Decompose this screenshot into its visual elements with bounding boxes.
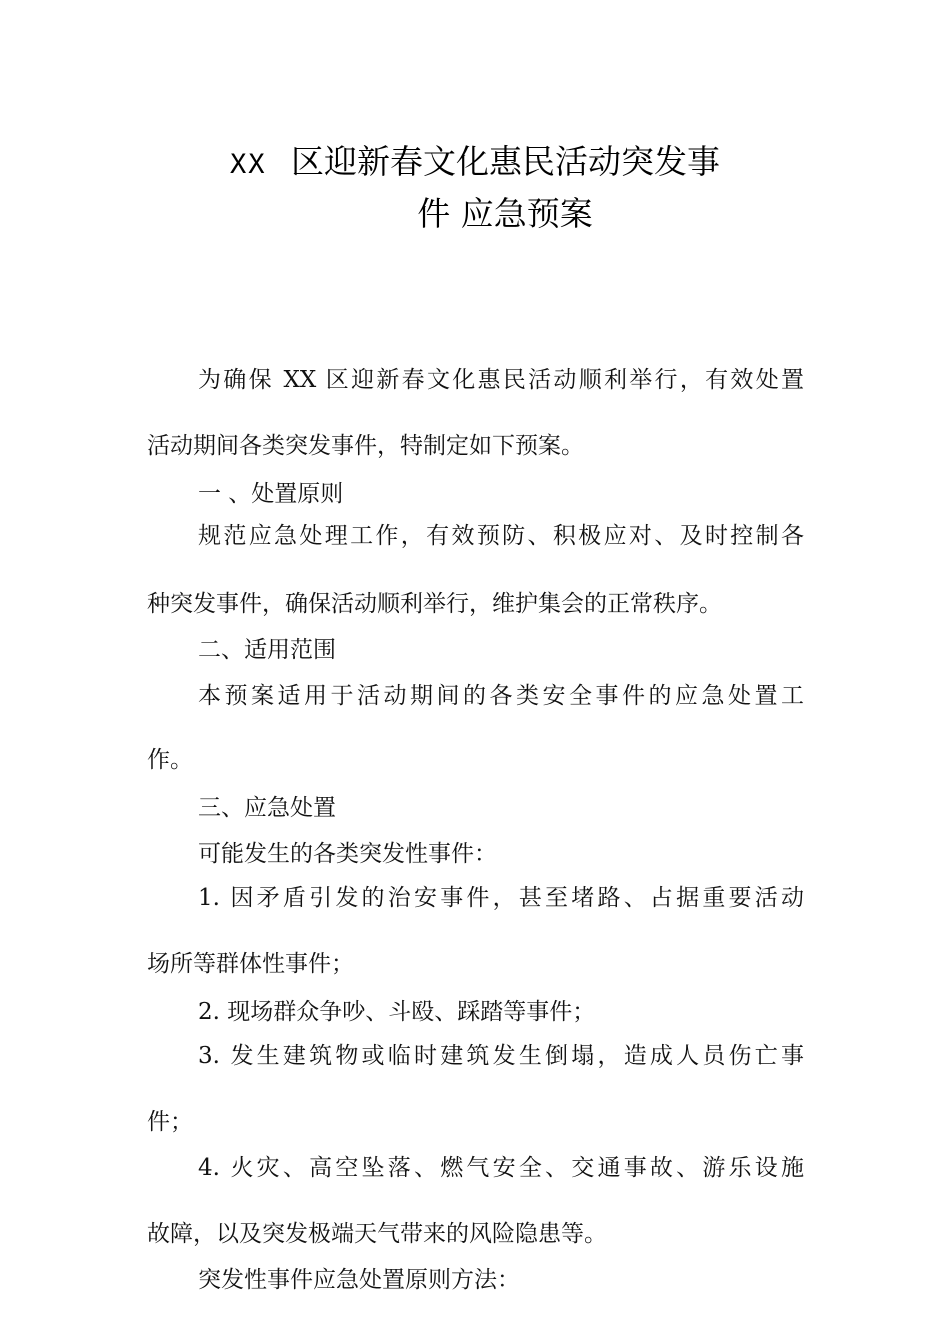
paragraph-intro-line-1: 为确保 XX 区迎新春文化惠民活动顺利举行，有效处置 — [198, 367, 804, 393]
title-line-1 — [0, 142, 950, 185]
section-heading-2: 二、适用范围 — [198, 637, 336, 663]
list-item-3-line-2: 件； — [147, 1109, 193, 1135]
list-item-4-line-1: 4. 火灾、高空坠落、燃气安全、交通事故、游乐设施 — [198, 1155, 804, 1181]
title-prefix: XX — [229, 149, 267, 180]
paragraph-response-methods: 突发性事件应急处置原则方法： — [198, 1267, 520, 1293]
list-item-1-line-1: 1. 因矛盾引发的治安事件，甚至堵路、占据重要活动 — [198, 885, 804, 911]
list-item-4-line-2: 故障，以及突发极端天气带来的风险隐患等。 — [147, 1221, 607, 1247]
title-text: 区迎新春文化惠民活动突发事 — [291, 142, 720, 181]
section-heading-1: 一 、处置原则 — [198, 481, 344, 507]
paragraph-scope-line-2: 作。 — [147, 747, 193, 773]
paragraph-scope-line-1: 本预案适用于活动期间的各类安全事件的应急处置工 — [198, 683, 804, 709]
list-item-2: 2. 现场群众争吵、斗殴、踩踏等事件； — [198, 999, 596, 1025]
section-heading-3: 三、应急处置 — [198, 795, 336, 821]
paragraph-intro-line-2: 活动期间各类突发事件，特制定如下预案。 — [147, 433, 584, 459]
list-item-3-line-1: 3. 发生建筑物或临时建筑发生倒塌，造成人员伤亡事 — [198, 1043, 804, 1069]
paragraph-events-intro: 可能发生的各类突发性事件： — [198, 841, 497, 867]
title-line-2: 件 应急预案 — [417, 194, 593, 233]
paragraph-principle-line-1: 规范应急处理工作，有效预防、积极应对、及时控制各 — [198, 523, 804, 549]
paragraph-principle-line-2: 种突发事件，确保活动顺利举行，维护集会的正常秩序。 — [147, 591, 722, 617]
list-item-1-line-2: 场所等群体性事件； — [147, 951, 354, 977]
